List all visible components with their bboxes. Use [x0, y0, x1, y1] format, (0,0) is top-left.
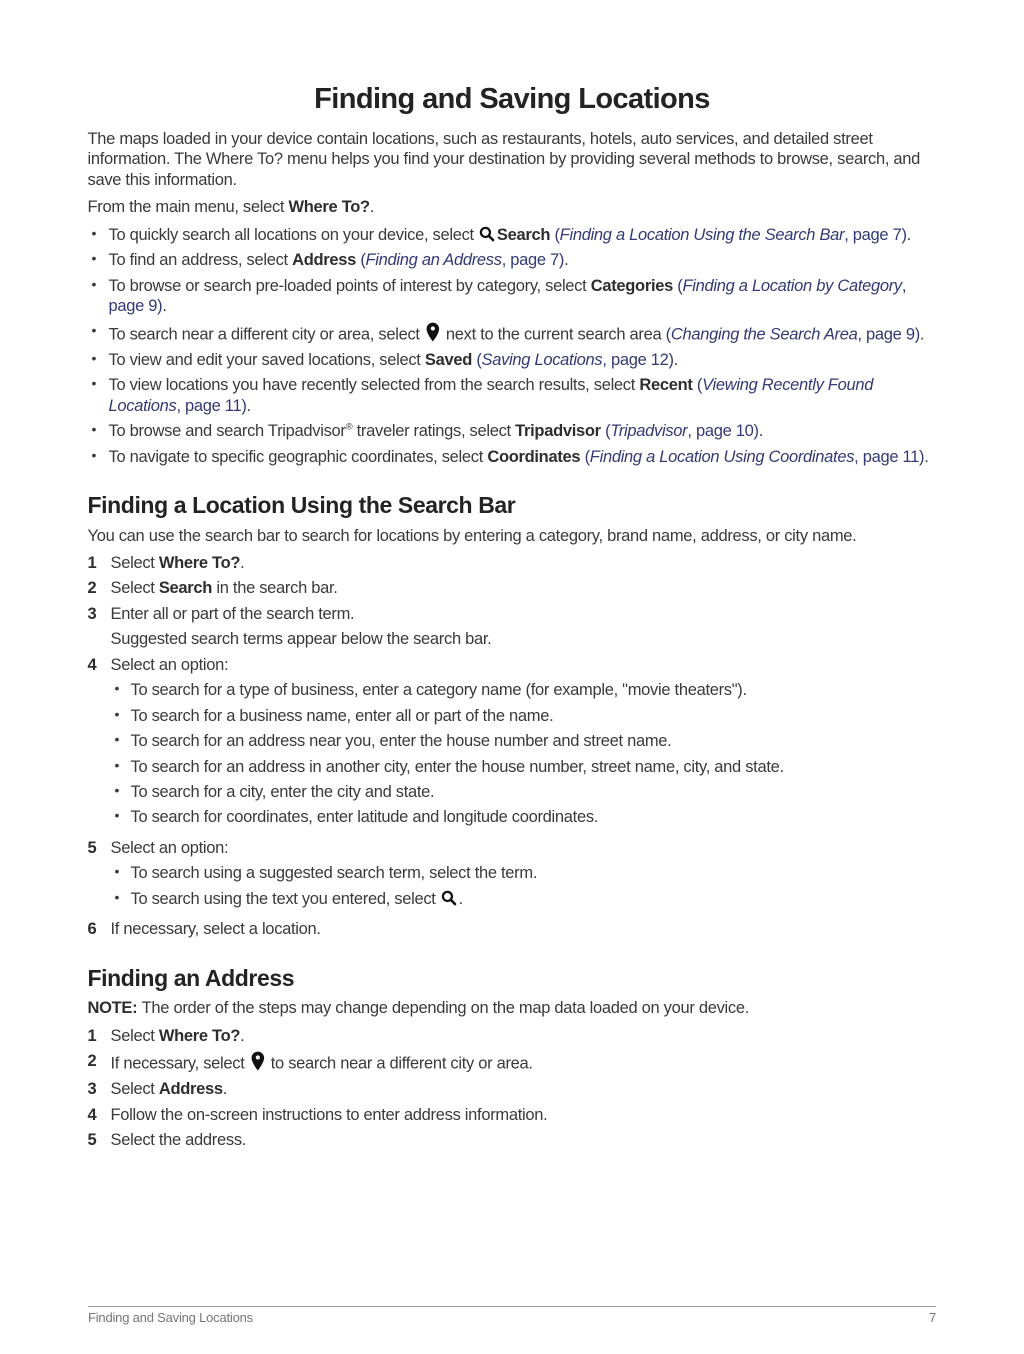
cross-reference-link[interactable]: Finding a Location Using the Search Bar	[559, 225, 845, 244]
text-segment: .	[240, 553, 245, 572]
cross-reference-link[interactable]: Finding a Location by Category	[682, 276, 902, 295]
numbered-step	[88, 578, 937, 598]
step-text	[111, 838, 937, 915]
footer-section-title: Finding and Saving Locations	[88, 1310, 253, 1325]
list-item	[88, 276, 937, 317]
step-text	[111, 1105, 937, 1125]
text-segment: The order of the steps may change depending on the map data loaded on your device.	[141, 999, 750, 1018]
page-footer	[88, 1306, 936, 1325]
text-segment: to search near a different city or area.	[266, 1054, 533, 1073]
text-segment: .	[906, 225, 911, 244]
text-segment: Select	[110, 553, 159, 572]
cross-reference-link[interactable]: (	[584, 447, 590, 466]
cross-reference-link[interactable]: (	[665, 325, 671, 344]
step-line	[111, 604, 937, 624]
step-line	[111, 553, 937, 573]
text-segment: To find an address, select	[108, 251, 293, 270]
numbered-step	[88, 838, 937, 915]
numbered-step	[88, 919, 937, 939]
search-icon	[440, 889, 459, 910]
list-item	[111, 706, 937, 726]
text-segment: next to the current search area	[441, 325, 666, 344]
step-line	[111, 838, 937, 858]
text-segment: .	[246, 396, 251, 415]
ui-term: Tripadvisor	[515, 422, 601, 441]
text-segment: .	[673, 350, 678, 369]
text-segment: Select an option:	[110, 838, 229, 857]
step-number: 6	[87, 920, 97, 939]
text-segment: .	[564, 251, 569, 270]
step-text	[111, 1079, 937, 1099]
cross-reference-link[interactable]: Finding a Location Using Coordinates	[589, 447, 855, 466]
numbered-step	[88, 1130, 937, 1150]
text-segment: .	[369, 198, 375, 217]
cross-reference-link[interactable]: (	[554, 225, 560, 244]
text-segment: in the search bar.	[212, 579, 338, 598]
cross-reference-link[interactable]: , page 9)	[857, 325, 920, 344]
step-line	[111, 1130, 937, 1150]
numbered-step	[88, 1105, 937, 1125]
numbered-step	[88, 1026, 937, 1046]
cross-reference-link[interactable]: Tripadvisor	[610, 422, 688, 441]
text-segment: Select	[110, 1026, 159, 1045]
pin-icon	[424, 322, 442, 345]
cross-reference-link[interactable]: (	[360, 251, 366, 270]
ui-term: Recent	[639, 376, 693, 395]
sections-container	[88, 491, 937, 1151]
footer-page-number: 7	[928, 1310, 936, 1325]
step-line	[111, 1105, 937, 1125]
intro-paragraph: The maps loaded in your device contain locations, such as restaurants, hotels, auto services, and detailed street information. The Where To? menu helps you find your destination by providing several methods to browse, search, and save this information.	[87, 129, 921, 189]
list-item	[88, 447, 937, 467]
text-segment: If necessary, select a location.	[110, 920, 321, 939]
ui-term: NOTE:	[87, 999, 142, 1018]
step-number: 2	[87, 1052, 97, 1071]
text-segment: .	[222, 1080, 228, 1099]
cross-reference-link[interactable]: Saving Locations	[481, 350, 603, 369]
step-text	[111, 1130, 937, 1150]
ui-term: Where To?	[288, 198, 370, 217]
list-item	[88, 250, 937, 270]
ui-term: Categories	[590, 276, 673, 295]
text-segment: .	[758, 422, 763, 441]
ui-term: Saved	[424, 350, 473, 369]
pin-icon	[249, 1051, 267, 1074]
list-item	[88, 375, 937, 416]
step-number: 3	[87, 604, 97, 623]
numbered-step	[88, 1051, 937, 1074]
step-text	[111, 1051, 937, 1074]
step-options-list	[111, 863, 937, 909]
section-note	[88, 998, 937, 1018]
text-segment: To search using the text you entered, select	[130, 890, 440, 909]
list-item	[111, 889, 937, 910]
numbered-step	[88, 604, 937, 650]
list-item	[111, 757, 937, 777]
list-item	[111, 731, 937, 751]
text-segment: To quickly search all locations on your device, select	[108, 225, 479, 244]
text-segment: .	[919, 325, 925, 344]
text-segment: To search for coordinates, enter latitude and longitude coordinates.	[130, 808, 599, 827]
numbered-step	[88, 1079, 937, 1099]
step-line	[111, 1026, 937, 1046]
list-item	[88, 225, 937, 246]
cross-reference-link[interactable]: , page 7)	[501, 251, 565, 270]
where-to-options-list	[88, 225, 937, 467]
manual-page-content	[88, 0, 937, 1151]
cross-reference-link[interactable]: , page 7)	[844, 225, 907, 244]
step-number: 4	[87, 1105, 97, 1124]
search-icon	[478, 225, 497, 246]
text-segment: To search for an address near you, enter the house number and street name.	[130, 732, 672, 751]
cross-reference-link[interactable]: , page 11)	[176, 396, 247, 415]
list-item	[111, 782, 937, 802]
list-item	[111, 863, 937, 883]
text-segment: .	[162, 297, 167, 316]
text-segment: ®	[345, 421, 353, 433]
text-segment: To search using a suggested search term, select the term.	[130, 864, 538, 883]
text-segment: From the main menu, select	[87, 198, 289, 217]
ui-term: Address	[292, 251, 357, 270]
text-segment: To view locations you have recently selected from the search results, select	[108, 376, 640, 395]
step-number: 5	[87, 1131, 97, 1150]
text-segment: To search for a type of business, enter a category name (for example, "movie theaters").	[130, 681, 747, 700]
text-segment: To search for a city, enter the city and state.	[130, 783, 435, 802]
text-segment: Select the address.	[110, 1131, 247, 1150]
page-title: Finding and Saving Locations	[314, 83, 710, 115]
cross-reference-link[interactable]: , page 12)	[602, 350, 674, 369]
step-text	[111, 655, 937, 833]
list-item	[111, 807, 937, 827]
step-number: 2	[87, 579, 97, 598]
numbered-step	[88, 553, 937, 573]
cross-reference-link[interactable]: Viewing Recently Found Locations	[108, 376, 874, 415]
cross-reference-link[interactable]: (	[476, 350, 482, 369]
cross-reference-link[interactable]: Changing the Search Area	[670, 325, 858, 344]
step-number: 4	[87, 655, 97, 674]
cross-reference-link[interactable]: (	[605, 422, 611, 441]
ui-term: Coordinates	[487, 447, 581, 466]
section-heading: Finding an Address	[87, 964, 295, 991]
step-line	[111, 578, 937, 598]
step-text	[111, 553, 937, 573]
text-segment: To navigate to specific geographic coordinates, select	[108, 447, 488, 466]
step-line	[111, 1079, 937, 1099]
text-segment: .	[240, 1026, 245, 1045]
text-segment: To search for an address in another city, enter the house number, street name, city, and state.	[130, 757, 784, 776]
cross-reference-link[interactable]: , page 9)	[108, 276, 907, 316]
step-line	[111, 655, 937, 675]
cross-reference-link[interactable]: , page 10)	[687, 422, 759, 441]
text-segment: To search for a business name, enter all or part of the name.	[130, 706, 554, 725]
step-text	[111, 919, 937, 939]
step-options-list	[111, 680, 937, 828]
cross-reference-link[interactable]: (	[696, 376, 703, 395]
text-segment: Enter all or part of the search term.	[110, 604, 355, 623]
step-text	[111, 578, 937, 598]
ui-term: Where To?	[158, 1026, 241, 1045]
step-number: 1	[87, 553, 97, 572]
text-segment: Select an option:	[110, 655, 229, 674]
step-line	[111, 1051, 937, 1074]
section-heading: Finding a Location Using the Search Bar	[87, 491, 516, 518]
step-line	[111, 919, 937, 939]
ui-term: Where To?	[158, 553, 241, 572]
text-segment: To browse and search Tripadvisor	[108, 422, 346, 441]
step-number: 3	[87, 1080, 97, 1099]
cross-reference-link[interactable]: (	[677, 276, 683, 295]
step-result-text: Suggested search terms appear below the search bar.	[110, 630, 492, 649]
ui-term: Address	[158, 1080, 223, 1099]
cross-reference-link[interactable]: Finding an Address	[365, 251, 502, 270]
cross-reference-link[interactable]: , page 11)	[854, 447, 925, 466]
step-text	[111, 604, 937, 650]
text-segment: Select	[110, 579, 159, 598]
list-item	[111, 680, 937, 700]
list-item	[88, 421, 937, 441]
text-segment: To view and edit your saved locations, select	[108, 350, 425, 369]
text-segment: .	[924, 447, 929, 466]
text-segment: Select	[110, 1080, 159, 1099]
text-segment: .	[458, 890, 463, 909]
step-number: 5	[87, 838, 97, 857]
numbered-step	[88, 655, 937, 833]
text-segment: Follow the on-screen instructions to enter address information.	[110, 1105, 548, 1124]
text-segment: To search near a different city or area, select	[108, 325, 424, 344]
main-menu-instruction	[88, 197, 937, 217]
step-number: 1	[87, 1026, 97, 1045]
section-intro: You can use the search bar to search for locations by entering a category, brand name, address, or city name.	[87, 526, 857, 545]
ui-term: Search	[158, 579, 213, 598]
list-item	[88, 350, 937, 370]
text-segment: If necessary, select	[110, 1054, 249, 1073]
text-segment: To browse or search pre-loaded points of interest by category, select	[108, 276, 591, 295]
list-item	[88, 322, 937, 345]
ui-term: Search	[496, 225, 551, 244]
text-segment: traveler ratings, select	[352, 422, 516, 441]
step-text	[111, 1026, 937, 1046]
